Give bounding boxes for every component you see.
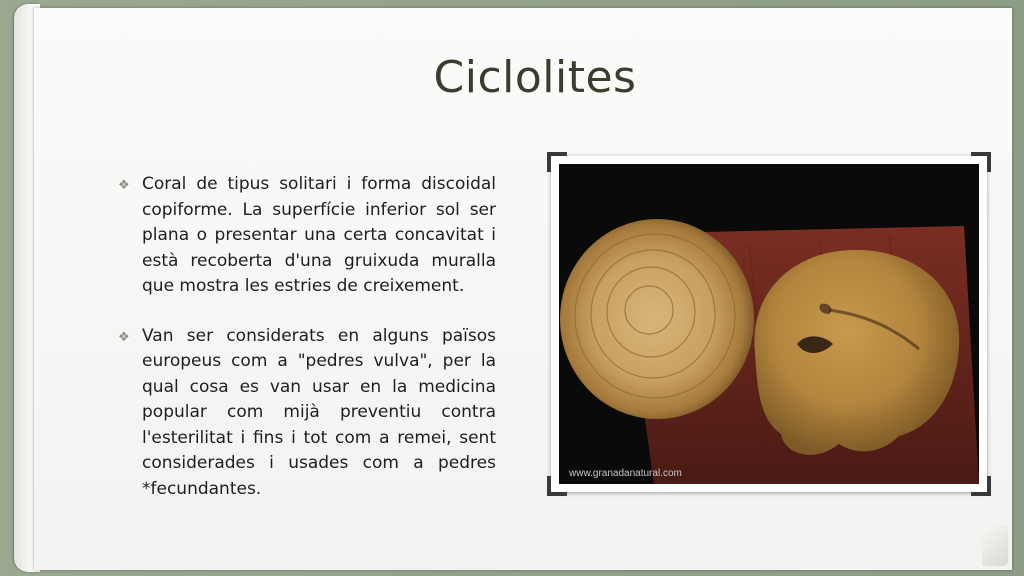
slide-title: Ciclolites <box>433 52 637 103</box>
bullet-item <box>118 324 496 503</box>
diamond-arrow-bullet-icon: ❖ <box>118 178 130 193</box>
frame-corner <box>971 152 991 172</box>
frame-corner <box>971 476 991 496</box>
bullet-text: Coral de tipus solitari i forma discoidal copiforme. La superfície inferior sol ser plana o presentar una certa concavitat i està recoberta d'una gruixuda muralla que mostra les estries de creixement. <box>142 174 496 296</box>
frame-corner <box>547 476 567 496</box>
photo-watermark: www.granadanatural.com <box>569 468 682 479</box>
frame-corner <box>547 152 567 172</box>
bullet-item <box>118 172 496 300</box>
page-curl <box>982 526 1008 566</box>
diamond-arrow-bullet-icon: ❖ <box>118 329 130 345</box>
bullet-text: Van ser considerats en alguns països europeus com a "pedres vulva", per la qual cosa es van usar en la medicina popular com mijà preventiu contra l'esterilitat i fins i tot com a remei, sent considerades i usades com a pedres *fecundantes. <box>142 325 496 499</box>
bullet-list <box>118 172 496 526</box>
photo-frame <box>551 156 987 492</box>
ciclolites-fossil-photo <box>559 164 979 484</box>
